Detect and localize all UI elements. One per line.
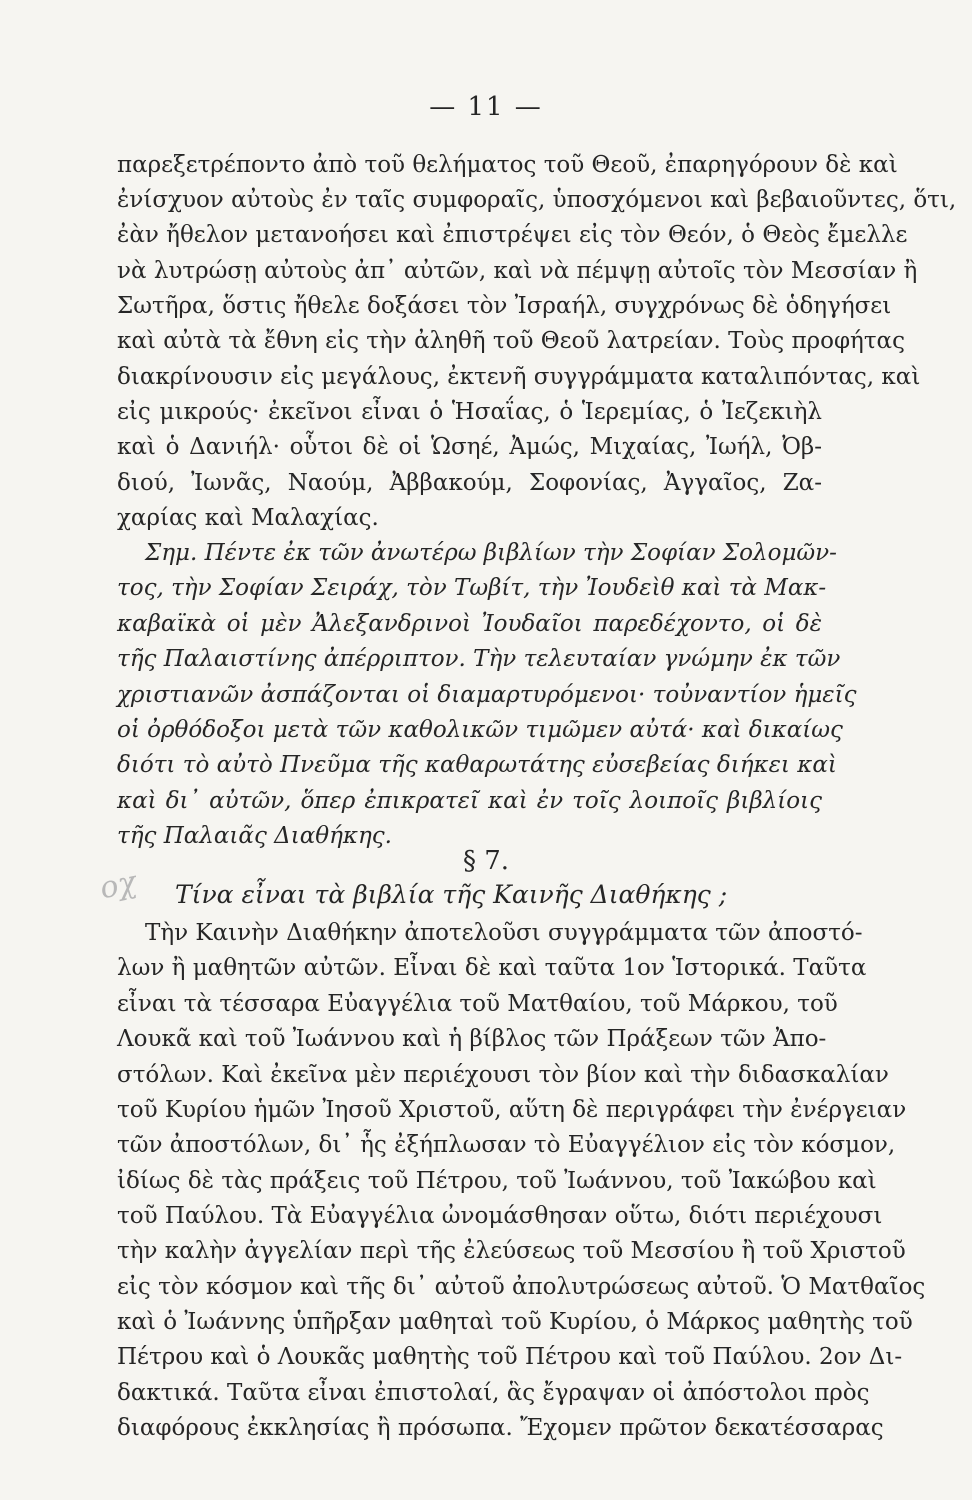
paragraph-line: παρεξετρέποντο ἀπὸ τοῦ θελήματος τοῦ Θεοῦ, ἐπαρηγόρουν δὲ καὶ <box>117 152 898 178</box>
note-line: καὶ δι᾽ αὐτῶν, ὅπερ ἐπικρατεῖ καὶ ἐν τοῖς λοιποῖς βιβλίοις <box>117 788 822 814</box>
paragraph-line: καὶ αὐτὰ τὰ ἔθνη εἰς τὴν ἀληθῆ τοῦ Θεοῦ λατρείαν. Τοὺς προφήτας <box>117 328 905 354</box>
paragraph-line: Σωτῆρα, ὅστις ἤθελε δοξάσει τὸν Ἰσραήλ, συγχρόνως δὲ ὁδηγήσει <box>117 293 892 319</box>
paragraph-line: καὶ ὁ Δανιήλ· οὗτοι δὲ οἱ Ὡσηέ, Ἀμώς, Μιχαίας, Ἰωήλ, Ὀβ- <box>117 434 822 460</box>
note-line: οἱ ὀρθόδοξοι μετὰ τῶν καθολικῶν τιμῶμεν αὐτά· καὶ δικαίως <box>117 717 843 743</box>
paragraph-line: εἶναι τὰ τέσσαρα Εὐαγγέλια τοῦ Ματθαίου, τοῦ Μάρκου, τοῦ <box>117 991 838 1017</box>
note-line: τῆς Παλαιστίνης ἀπέρριπτον. Τὴν τελευταίαν γνώμην ἐκ τῶν <box>117 646 841 672</box>
section-question: Τίνα εἶναι τὰ βιβλία τῆς Καινῆς Διαθήκης ; <box>175 880 728 909</box>
pencil-margin-mark: οχ <box>96 864 140 907</box>
paragraph-line: ἰδίως δὲ τὰς πράξεις τοῦ Πέτρου, τοῦ Ἰωάννου, τοῦ Ἰακώβου καὶ <box>117 1168 877 1194</box>
paragraph-line: διαφόρους ἐκκλησίας ἢ πρόσωπα. Ἔχομεν πρῶτον δεκατέσσαρας <box>117 1415 884 1441</box>
paragraph-line: νὰ λυτρώσῃ αὐτοὺς ἀπ᾽ αὐτῶν, καὶ νὰ πέμψῃ αὐτοῖς τὸν Μεσσίαν ἢ <box>117 258 918 284</box>
note-line: τος, τὴν Σοφίαν Σειράχ, τὸν Τωβίτ, τὴν Ἰουδεὶθ καὶ τὰ Μακ- <box>117 575 827 601</box>
paragraph-line: τῶν ἀποστόλων, δι᾽ ἧς ἐξήπλωσαν τὸ Εὐαγγέλιον εἰς τὸν κόσμον, <box>117 1132 896 1158</box>
paragraph-line: εἰς μικρούς· ἐκεῖνοι εἶναι ὁ Ἡσαΐας, ὁ Ἱερεμίας, ὁ Ἰεζεκιὴλ <box>117 399 822 425</box>
paragraph-line: τὴν καλὴν ἀγγελίαν περὶ τῆς ἐλεύσεως τοῦ Μεσσίου ἢ τοῦ Χριστοῦ <box>117 1238 906 1264</box>
paragraph-line: εἰς τὸν κόσμον καὶ τῆς δι᾽ αὐτοῦ ἀπολυτρώσεως αὐτοῦ. Ὁ Ματθαῖος <box>117 1274 926 1300</box>
note-line: καβαϊκὰ οἱ μὲν Ἀλεξανδρινοὶ Ἰουδαῖοι παρεδέχοντο, οἱ δὲ <box>117 611 822 637</box>
note-line: χριστιανῶν ἀσπάζονται οἱ διαμαρτυρόμενοι· τοὐναντίον ἡμεῖς <box>117 682 857 708</box>
paragraph-line: ἐὰν ἤθελον μετανοήσει καὶ ἐπιστρέψει εἰς τὸν Θεόν, ὁ Θεὸς ἔμελλε <box>117 222 908 248</box>
paragraph-line: στόλων. Καὶ ἐκεῖνα μὲν περιέχουσι τὸν βίον καὶ τὴν διδασκαλίαν <box>117 1062 889 1088</box>
paragraph-line: δακτικά. Ταῦτα εἶναι ἐπιστολαί, ἃς ἔγραψαν οἱ ἀπόστολοι πρὸς <box>117 1380 870 1406</box>
note-line: διότι τὸ αὐτὸ Πνεῦμα τῆς καθαρωτάτης εὐσεβείας διήκει καὶ <box>117 752 837 778</box>
paragraph-line: τοῦ Παύλου. Τὰ Εὐαγγέλια ὠνομάσθησαν οὕτω, διότι περιέχουσι <box>117 1203 883 1229</box>
section-mark: § 7. <box>462 846 510 876</box>
paragraph-line: Πέτρου καὶ ὁ Λουκᾶς μαθητὴς τοῦ Πέτρου καὶ τοῦ Παύλου. 2ον Δι- <box>117 1344 903 1370</box>
note-line: τῆς Παλαιᾶς Διαθήκης. <box>117 823 392 849</box>
paragraph-line: λων ἢ μαθητῶν αὐτῶν. Εἶναι δὲ καὶ ταῦτα 1ον Ἱστορικά. Ταῦτα <box>117 955 867 981</box>
paragraph-line: ἐνίσχυον αὐτοὺς ἐν ταῖς συμφοραῖς, ὑποσχόμενοι καὶ βεβαιοῦντες, ὅτι, <box>117 187 957 213</box>
paragraph-line: χαρίας καὶ Μαλαχίας. <box>117 505 379 531</box>
paragraph-line: διακρίνουσιν εἰς μεγάλους, ἐκτενῆ συγγράμματα καταλιπόντας, καὶ <box>117 364 921 390</box>
note-line: Σημ. Πέντε ἐκ τῶν ἀνωτέρω βιβλίων τὴν Σοφίαν Σολομῶν- <box>145 540 837 566</box>
paragraph-line: καὶ ὁ Ἰωάννης ὑπῆρξαν μαθηταὶ τοῦ Κυρίου, ὁ Μάρκος μαθητὴς τοῦ <box>117 1309 913 1335</box>
paragraph-line: διού, Ἰωνᾶς, Ναούμ, Ἀββακούμ, Σοφονίας, Ἀγγαῖος, Ζα- <box>117 470 822 496</box>
paragraph-line: Λουκᾶ καὶ τοῦ Ἰωάννου καὶ ἡ βίβλος τῶν Πράξεων τῶν Ἀπο- <box>117 1026 827 1052</box>
paragraph-line: Τὴν Καινὴν Διαθήκην ἀποτελοῦσι συγγράμματα τῶν ἀποστό- <box>145 920 863 946</box>
paragraph-line: τοῦ Κυρίου ἡμῶν Ἰησοῦ Χριστοῦ, αὕτη δὲ περιγράφει τὴν ἐνέργειαν <box>117 1097 907 1123</box>
page-number: — 11 — <box>429 92 543 122</box>
